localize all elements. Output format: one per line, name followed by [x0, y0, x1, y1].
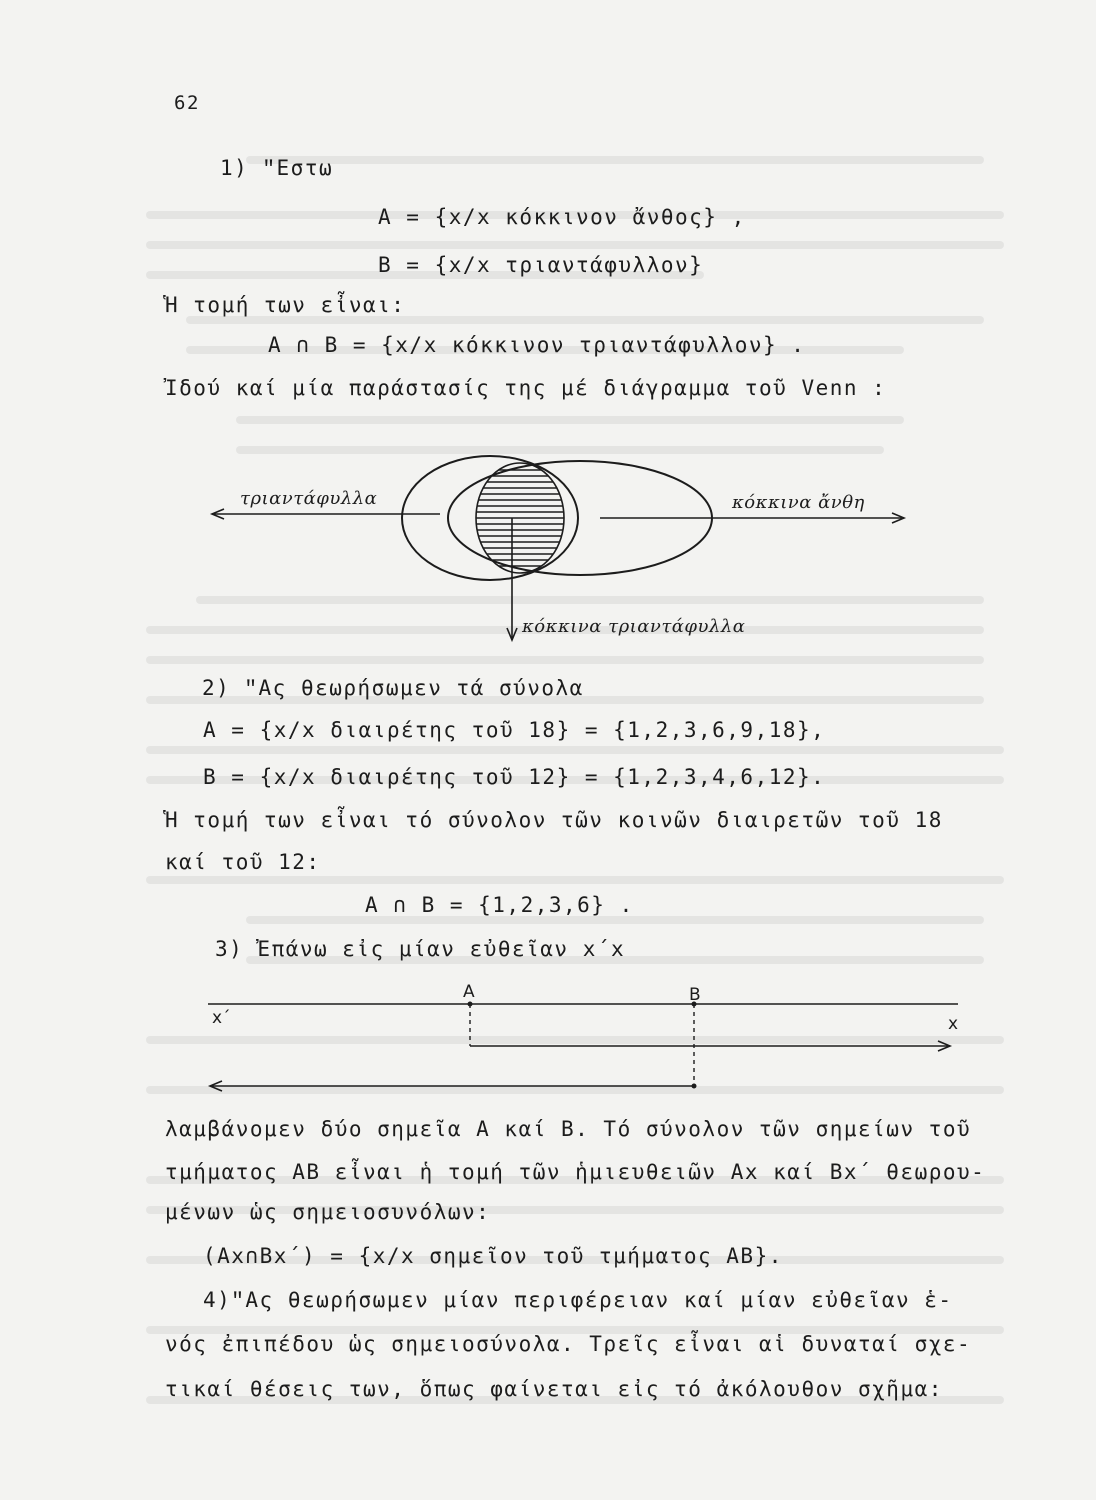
example2-set-a: A = {x/x διαιρέτης τοῦ 18} = {1,2,3,6,9,18}, — [203, 718, 826, 742]
example4-text-1: 4)ʺΑς θεωρήσωμεν μίαν περιφέρειαν καί μίαν εὐθεῖαν ἑ- — [203, 1288, 953, 1312]
example4-text-2: νός ἐπιπέδου ὡς σημειοσύνολα. Τρεῖς εἶναι αἱ δυναταί σχε- — [165, 1332, 972, 1356]
example3-intro: 3) Ἐπάνω εἰς μίαν εὐθεῖαν x΄x — [215, 937, 626, 961]
line-label-x: x — [948, 1014, 959, 1034]
example1-venn-intro: Ἰδού καί μία παράστασίς της μέ διάγραμμα τοῦ Venn : — [165, 376, 887, 400]
venn-label-roses: τριαντάφυλλα — [240, 488, 378, 509]
line-label-a: A — [463, 982, 475, 1002]
example1-intersection-intro: Ἡ τομή των εἶναι: — [165, 293, 406, 317]
example3-text-3: μένων ὡς σημειοσυνόλων: — [165, 1200, 491, 1224]
venn-label-red-flowers: κόκκινα ἄνθη — [732, 492, 865, 513]
line-label-x-prime: x΄ — [212, 1008, 231, 1028]
venn-label-red-roses: κόκκινα τριαντάφυλλα — [522, 616, 746, 637]
example1-intro: 1) ʺΕστω — [220, 156, 334, 180]
example3-text-1: λαμβάνομεν δύο σημεῖα A καί B. Τό σύνολον τῶν σημείων τοῦ — [165, 1117, 972, 1141]
example2-set-b: B = {x/x διαιρέτης τοῦ 12} = {1,2,3,4,6,12}. — [203, 765, 826, 789]
example2-intro: 2) ʺΑς θεωρήσωμεν τά σύνολα — [202, 676, 584, 700]
example3-formula: (Ax∩Bx΄) = {x/x σημεῖον τοῦ τμήματος AB}. — [203, 1244, 783, 1268]
example1-intersection: A ∩ B = {x/x κόκκινον τριαντάφυλλον} . — [268, 333, 806, 357]
example1-set-a: A = {x/x κόκκινον ἄνθος} , — [378, 205, 746, 229]
example1-set-b: B = {x/x τριαντάφυλλον} — [378, 253, 704, 277]
example4-text-3: τικαί θέσεις των, ὅπως φαίνεται εἰς τό ἀκόλουθον σχῆμα: — [165, 1377, 943, 1401]
example3-text-2: τμήματος AB εἶναι ἡ τομή τῶν ἡμιευθειῶν Ax καί Bx΄ θεωρου- — [165, 1160, 986, 1184]
example2-text-1: Ἡ τομή των εἶναι τό σύνολον τῶν κοινῶν διαιρετῶν τοῦ 18 — [165, 808, 943, 832]
example2-text-2: καί τοῦ 12: — [165, 850, 321, 874]
example2-intersection: A ∩ B = {1,2,3,6} . — [365, 893, 634, 917]
line-label-b: B — [689, 985, 701, 1005]
page-number: 62 — [174, 92, 200, 114]
